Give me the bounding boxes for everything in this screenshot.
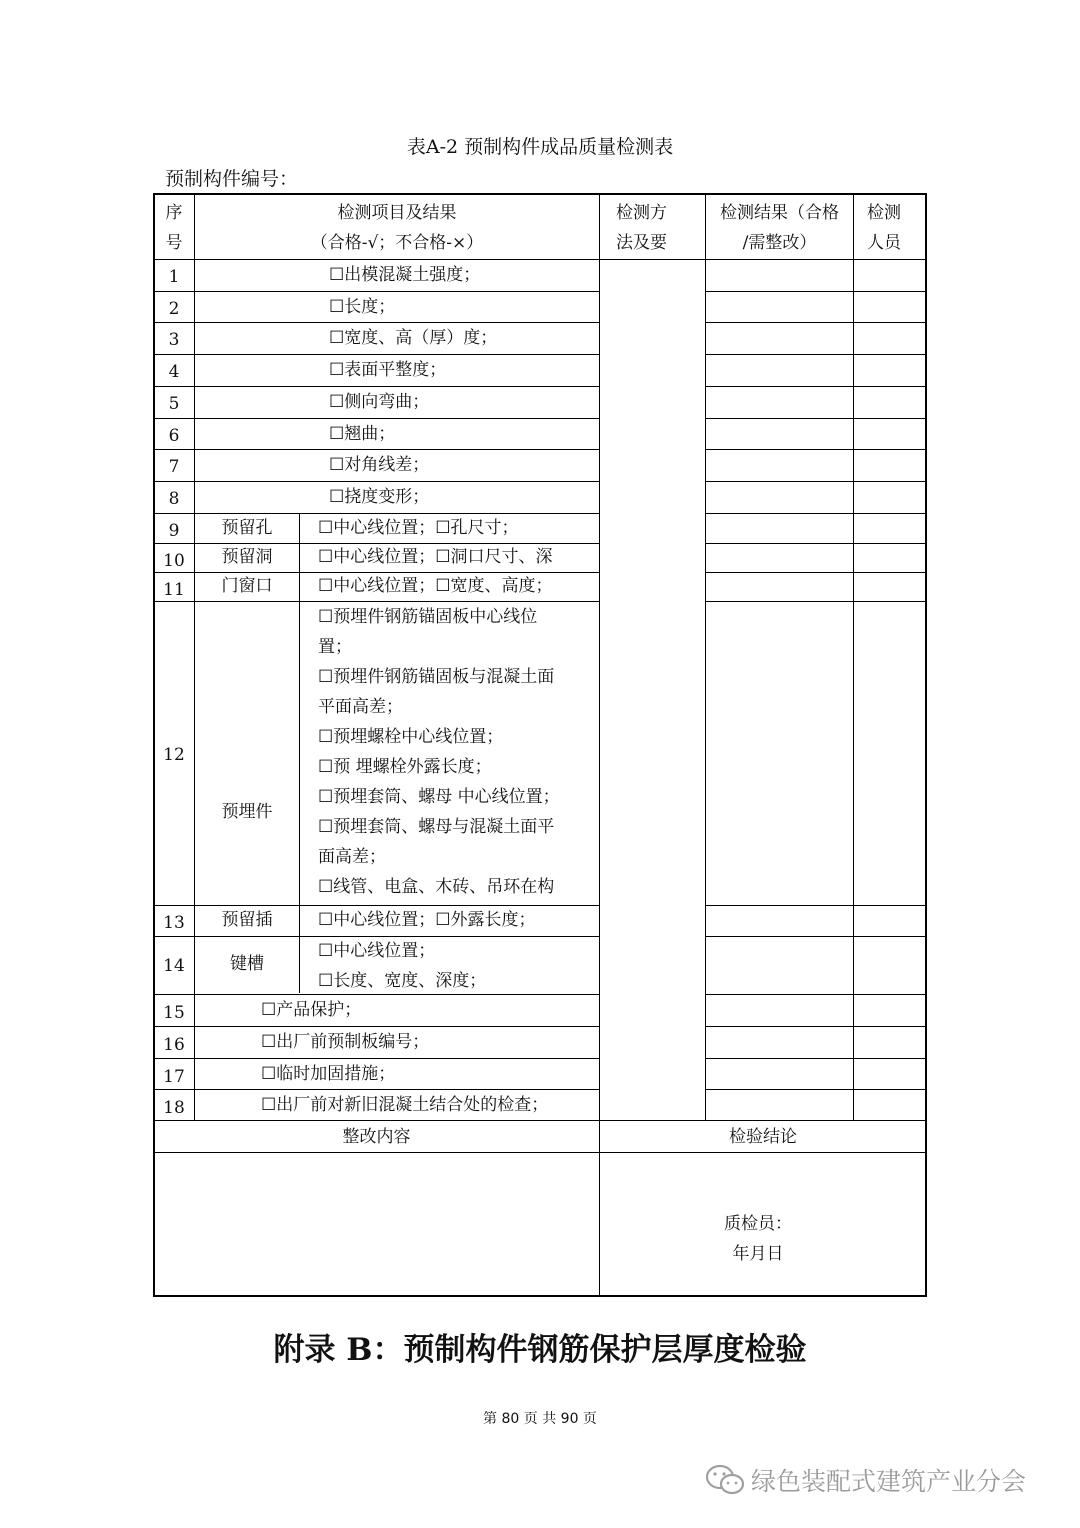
appendix-title: 附录 B：预制构件钢筋保护层厚度检验 [273, 1332, 807, 1368]
row-no: 10 [163, 551, 185, 571]
item-text: ☐出模混凝土强度； [329, 265, 481, 285]
row-no: 5 [168, 394, 180, 414]
header-result: 检测结果（合格 /需整改） [720, 203, 839, 253]
item-line: ☐预埋套筒、螺母 中心线位置； [318, 787, 560, 807]
item-text: ☐出厂前对新旧混凝土结合处的检查； [261, 1095, 549, 1115]
item-text: ☐侧向弯曲； [329, 392, 430, 412]
vline-category [299, 514, 300, 993]
category-label: 预留孔 [221, 518, 273, 538]
item-text: ☐挠度变形； [329, 487, 430, 507]
row-no: 3 [168, 330, 180, 350]
vline-result [853, 194, 854, 1120]
row-no: 17 [163, 1067, 185, 1087]
row-no: 11 [163, 580, 185, 600]
row-no: 12 [163, 745, 185, 765]
category-label: 门窗口 [221, 576, 273, 596]
table-rule [705, 601, 926, 602]
row-no: 15 [163, 1003, 185, 1023]
item-line: ☐预埋件钢筋锚固板与混凝土面 [318, 667, 555, 687]
header-seq: 序 号 [165, 203, 183, 253]
item-line: ☐预埋件钢筋锚固板中心线位 [318, 607, 538, 627]
row-no: 7 [168, 457, 180, 477]
rectify-label: 整改内容 [342, 1127, 411, 1147]
embedded-parts-items [318, 602, 598, 902]
table-rule [705, 1089, 926, 1090]
item-line: ☐中心线位置； [318, 941, 436, 961]
inspector-label: 质检员： [724, 1214, 792, 1234]
item-text: ☐中心线位置；☐孔尺寸； [318, 518, 519, 538]
table-rule [705, 386, 926, 387]
watermark [705, 1462, 1026, 1498]
table-rule [705, 449, 926, 450]
row-no: 18 [163, 1098, 185, 1118]
item-text: ☐对角线差； [329, 455, 430, 475]
table-title: 表A-2 预制构件成品质量检测表 [406, 136, 674, 158]
item-line: ☐预 埋螺栓外露长度； [318, 757, 492, 777]
table-rule [705, 572, 926, 573]
row-no: 8 [168, 489, 180, 509]
header-items: 检测项目及结果 （合格-√；不合格-×） [310, 203, 484, 253]
table-rule [705, 513, 926, 514]
table-rule [705, 905, 926, 906]
item-line: ☐预埋套筒、螺母与混凝土面平 [318, 817, 555, 837]
table-rule [705, 1026, 926, 1027]
table-rule [154, 1152, 926, 1153]
category-label: 键槽 [230, 954, 264, 974]
item-text: ☐产品保护； [261, 1000, 362, 1020]
vline-seq [194, 194, 195, 1120]
table-rule [705, 322, 926, 323]
item-text: ☐临时加固措施； [261, 1064, 396, 1084]
table-rule [705, 994, 926, 995]
item-text: ☐中心线位置；☐洞口尺寸、深 [318, 547, 553, 567]
conclusion-label: 检验结论 [729, 1127, 797, 1147]
row-no: 2 [168, 299, 180, 319]
table-rule [154, 1120, 926, 1121]
page-footer: 第 80 页 共 90 页 [483, 1411, 597, 1427]
table-rule [705, 1058, 926, 1059]
table-rule [705, 291, 926, 292]
table-rule [705, 481, 926, 482]
category-label: 预埋件 [221, 802, 273, 822]
table-rule [154, 259, 926, 260]
vline-method [705, 194, 706, 1120]
item-text: ☐长度； [329, 297, 396, 317]
item-line: 平面高差； [318, 697, 403, 717]
item-line: ☐长度、宽度、深度； [318, 971, 487, 991]
table-rule [705, 936, 926, 937]
table-rule [705, 354, 926, 355]
item-text: ☐出厂前预制板编号； [261, 1032, 430, 1052]
wechat-icon [705, 1463, 745, 1497]
table-rule [705, 418, 926, 419]
item-text: ☐中心线位置；☐外露长度； [318, 910, 536, 930]
item-text: ☐中心线位置；☐宽度、高度； [318, 576, 553, 596]
row-no: 16 [163, 1035, 185, 1055]
row-no: 1 [168, 267, 180, 287]
item-line: ☐预埋螺栓中心线位置； [318, 727, 504, 747]
item-line: ☐线管、电盒、木砖、吊环在构 [318, 877, 555, 897]
row-no: 4 [168, 362, 180, 382]
watermark-text: 绿色装配式建筑产业分会 [751, 1467, 1027, 1496]
item-text: ☐翘曲； [329, 424, 396, 444]
row-no: 14 [163, 956, 185, 976]
component-serial-label: 预制构件编号： [165, 168, 299, 190]
date-label: 年月日 [732, 1244, 784, 1264]
header-person: 检测 人员 [867, 203, 901, 253]
category-label: 预留洞 [221, 547, 273, 567]
item-line: 面高差； [318, 847, 386, 867]
item-line: 置； [318, 637, 352, 657]
row-no: 9 [168, 521, 180, 541]
table-rule [705, 543, 926, 544]
header-method: 检测方 法及要 [616, 203, 667, 253]
category-label: 预留插 [221, 910, 273, 930]
item-text: ☐表面平整度； [329, 360, 447, 380]
item-text: ☐宽度、高（厚）度； [329, 328, 498, 348]
row-no: 13 [163, 913, 185, 933]
row-no: 6 [168, 426, 180, 446]
